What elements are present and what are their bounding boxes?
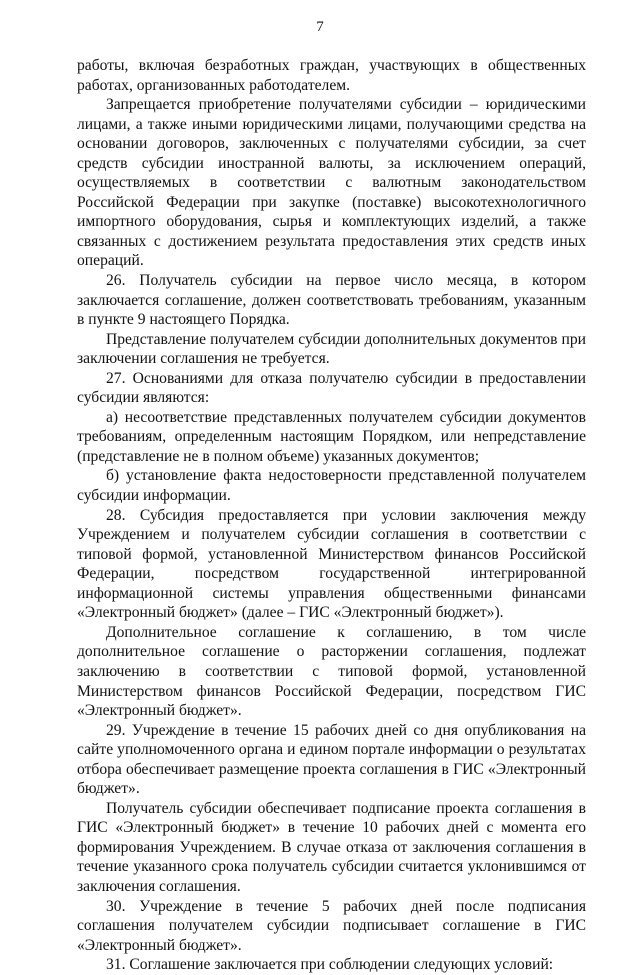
- paragraph-item-27-a: а) несоответствие представленных получателем субсидии документов требованиям, определенным настоящим Порядком, или непредставление (представление не в полном объеме) указанных документов;: [77, 408, 586, 465]
- paragraph-item-29-signing: Получатель субсидии обеспечивает подписание проекта соглашения в ГИС «Электронный бюджет» в течение 10 рабочих дней с момента его формирования Учреждением. В случае отказа от заключения соглашения в течение указанного срока получатель субсидии считается уклонившимся от заключения соглашения.: [77, 799, 586, 895]
- paragraph-item-26-note: Представление получателем субсидии дополнительных документов при заключении соглашения не требуется.: [77, 330, 586, 368]
- paragraph-item-29: 29. Учреждение в течение 15 рабочих дней со дня опубликования на сайте уполномоченного органа и едином портале информации о результатах отбора обеспечивает размещение проекта соглашения в ГИС «Электронный бюджет».: [77, 721, 586, 798]
- page-number: 7: [316, 19, 324, 35]
- paragraph-item-28: 28. Субсидия предоставляется при условии заключения между Учреждением и получателем субсидии соглашения в соответствии с типовой формой, установленной Министерством финансов Российской Федерации, посредством государственной интегрированной информационной системы управления общественными финансами «Электронный бюджет» (далее – ГИС «Электронный бюджет»).: [77, 506, 586, 622]
- paragraph-item-27: 27. Основаниями для отказа получателю субсидии в предоставлении субсидии являются:: [77, 369, 586, 407]
- document-body: [77, 56, 586, 975]
- paragraph-currency-prohibition: Запрещается приобретение получателями субсидии – юридическими лицами, а также иными юридическими лицами, получающими средства на основании договоров, заключенных с получателями субсидии, за счет средств субсидии иностранной валюты, за исключением операций, осуществляемых в соответствии с валютным законодательством Российской Федерации при закупке (поставке) высокотехнологичного импортного оборудования, сырья и комплектующих изделий, а также связанных с достижением результата предоставления этих средств иных операций.: [77, 96, 586, 270]
- paragraph-item-27-b: б) установление факта недостоверности представленной получателем субсидии информации.: [77, 467, 586, 505]
- paragraph-continuation: работы, включая безработных граждан, участвующих в общественных работах, организованных работодателем.: [77, 57, 586, 94]
- paragraph-item-31: 31. Соглашение заключается при соблюдении следующих условий:: [106, 956, 554, 974]
- paragraph-item-26: 26. Получатель субсидии на первое число месяца, в котором заключается соглашение, должен соответствовать требованиям, указанным в пункте 9 настоящего Порядка.: [77, 272, 586, 329]
- paragraph-item-30: 30. Учреждение в течение 5 рабочих дней после подписания соглашения получателем субсидии подписывает соглашение в ГИС «Электронный бюджет».: [77, 897, 586, 954]
- paragraph-item-28-additional: Дополнительное соглашение к соглашению, в том числе дополнительное соглашение о расторжении соглашения, подлежат заключению в соответствии с типовой формой, установленной Министерством финансов Российской Федерации, посредством ГИС «Электронный бюджет».: [77, 623, 586, 720]
